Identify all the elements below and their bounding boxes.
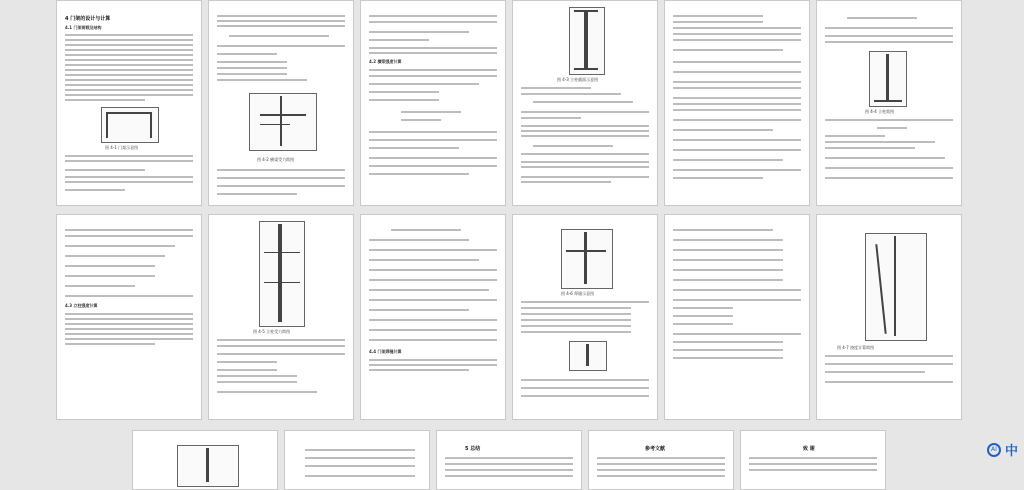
figure	[865, 233, 927, 341]
section-title: 4.1 门架荷载及结构	[65, 25, 102, 30]
document-page-16[interactable]	[588, 430, 734, 490]
document-page-11[interactable]	[664, 214, 810, 420]
document-page-17[interactable]	[740, 430, 886, 490]
figure	[259, 221, 305, 327]
document-page-2[interactable]	[208, 0, 354, 206]
language-label[interactable]: 中	[1004, 444, 1018, 459]
document-page-6[interactable]	[816, 0, 962, 206]
translate-tool[interactable]	[987, 440, 1018, 459]
document-page-13[interactable]	[132, 430, 278, 490]
translate-icon[interactable]: AI	[987, 443, 1001, 457]
document-page-10[interactable]	[512, 214, 658, 420]
page-heading: 4 门架的设计与计算	[65, 16, 111, 22]
document-page-7[interactable]	[56, 214, 202, 420]
section-title: 4.2 横梁强度计算	[369, 59, 402, 64]
document-page-5[interactable]	[664, 0, 810, 206]
figure-caption: 图 4-1 门架示意图	[105, 145, 139, 150]
document-page-9[interactable]	[360, 214, 506, 420]
figure	[101, 107, 159, 143]
page-heading: 参考文献	[645, 446, 666, 452]
page-heading: 致 谢	[803, 446, 815, 452]
document-page-15[interactable]	[436, 430, 582, 490]
figure	[869, 51, 907, 107]
document-page-8[interactable]	[208, 214, 354, 420]
section-title: 4.4 门架焊缝计算	[369, 349, 402, 354]
figure	[177, 445, 239, 487]
document-page-12[interactable]	[816, 214, 962, 420]
figure	[569, 7, 605, 75]
document-page-4[interactable]	[512, 0, 658, 206]
document-page-14[interactable]	[284, 430, 430, 490]
document-page-1[interactable]	[56, 0, 202, 206]
page-heading: 5 总结	[465, 446, 481, 452]
document-page-3[interactable]	[360, 0, 506, 206]
figure-caption: 图 4-2 横梁受力简图	[257, 157, 295, 162]
figure	[569, 341, 607, 371]
figure-caption: 图 4-6 焊缝示意图	[561, 291, 595, 296]
figure	[561, 229, 613, 289]
section-title: 4.3 立柱强度计算	[65, 303, 98, 308]
figure-caption: 图 4-5 立柱受力简图	[253, 329, 291, 334]
figure-caption: 图 4-7 挠度计算简图	[837, 345, 875, 350]
figure	[249, 93, 317, 151]
figure-caption: 图 4-3 立柱截面示意图	[557, 77, 599, 82]
figure-caption: 图 4-4 立柱简图	[865, 109, 895, 114]
